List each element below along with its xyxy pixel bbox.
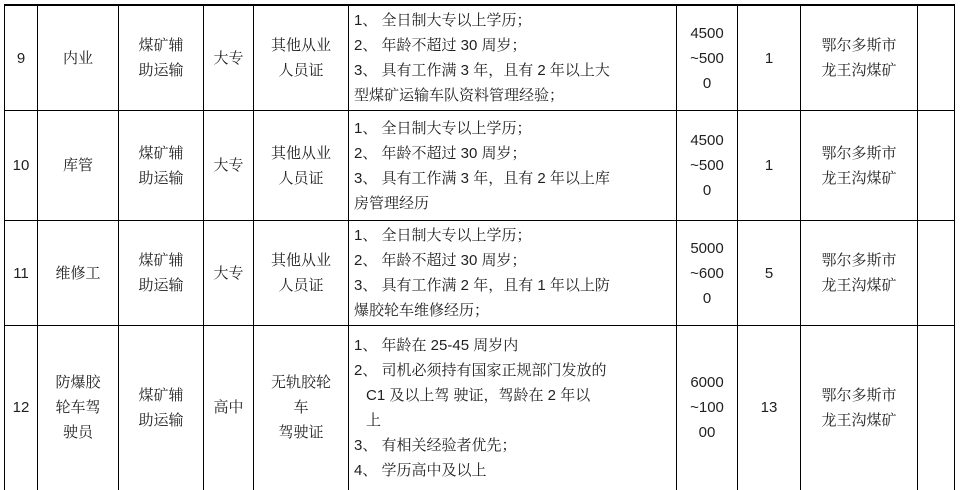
- cell-salary: [677, 5, 738, 111]
- cell-line: 助运输: [138, 411, 184, 429]
- cell-line: C1 及以上驾 驶证，驾龄在 2 年以: [366, 386, 591, 404]
- cell-line: 3、 具有工作满 2 年，且有 1 年以上防: [354, 277, 610, 294]
- cell-line: 鄂尔多斯市: [821, 386, 897, 404]
- cell-line: 煤矿辅: [138, 386, 184, 404]
- recruitment-table: [4, 4, 955, 490]
- cell-location: [801, 221, 918, 326]
- cell-department: [119, 111, 204, 221]
- cell-line: 1、 全日制大专以上学历；: [354, 227, 532, 244]
- cell-position: [38, 221, 119, 326]
- cell-line: 2、 司机必须持有国家正规部门发放的: [354, 361, 607, 379]
- cell-education: 大专: [204, 221, 254, 326]
- cell-line: 库管: [62, 157, 93, 174]
- cell-line: 鄂尔多斯市: [821, 252, 897, 269]
- cell-line: 3、 具有工作满 3 年，且有 2 年以上库: [354, 169, 610, 187]
- cell-certificate: [254, 5, 349, 111]
- cell-line: 房管理经历: [354, 194, 430, 212]
- cell-line: 型煤矿运输车队资料管理经验；: [354, 87, 565, 104]
- cell-line: 其他从业: [270, 144, 331, 162]
- cell-headcount: 1: [738, 5, 801, 111]
- cell-note: [918, 5, 955, 111]
- cell-seq: 10: [5, 111, 38, 221]
- cell-line: 1、 全日制大专以上学历；: [354, 12, 532, 29]
- cell-line: 鄂尔多斯市: [821, 144, 897, 162]
- cell-line: 3、 有相关经验者优先；: [354, 436, 517, 454]
- cell-certificate: [254, 221, 349, 326]
- cell-line: 上: [366, 411, 382, 429]
- cell-line: 煤矿辅: [138, 37, 184, 54]
- cell-salary: [677, 111, 738, 221]
- cell-note: [918, 221, 955, 326]
- cell-seq: 9: [5, 5, 38, 111]
- cell-headcount: 1: [738, 111, 801, 221]
- cell-line: 龙王沟煤矿: [821, 169, 897, 187]
- cell-line: 助运输: [138, 277, 184, 294]
- cell-headcount: 13: [738, 326, 801, 490]
- cell-line: 1、 年龄在 25-45 周岁内: [354, 336, 519, 354]
- table-body: [5, 5, 955, 490]
- cell-position: [38, 111, 119, 221]
- cell-headcount: 5: [738, 221, 801, 326]
- salary-range: 4500~5000: [690, 24, 724, 92]
- cell-line: 2、 年龄不超过 30 周岁；: [354, 144, 527, 162]
- cell-line: 龙王沟煤矿: [821, 62, 897, 79]
- cell-line: 驶员: [62, 424, 93, 442]
- cell-line: 维修工: [55, 264, 101, 282]
- salary-range: 6000~10000: [690, 374, 724, 442]
- cell-requirements: [349, 221, 677, 326]
- cell-line: 助运输: [138, 169, 184, 187]
- cell-education: 高中: [204, 326, 254, 490]
- cell-line: 轮车驾: [55, 399, 101, 417]
- cell-line: 无轨胶轮: [270, 374, 331, 392]
- cell-requirements: [349, 5, 677, 111]
- cell-line: 车: [293, 399, 309, 417]
- cell-salary: [677, 326, 738, 490]
- cell-position: [38, 5, 119, 111]
- table-row: [5, 5, 955, 111]
- cell-certificate: [254, 111, 349, 221]
- cell-line: 其他从业: [270, 252, 331, 269]
- cell-line: 2、 年龄不超过 30 周岁；: [354, 37, 527, 54]
- table-row: [5, 326, 955, 490]
- cell-education: 大专: [204, 111, 254, 221]
- table-row: [5, 221, 955, 326]
- cell-line: 鄂尔多斯市: [821, 37, 897, 54]
- cell-line: 爆胶轮车维修经历；: [354, 302, 490, 319]
- salary-range: 5000~6000: [690, 239, 724, 307]
- cell-note: [918, 111, 955, 221]
- cell-education: 大专: [204, 5, 254, 111]
- cell-line: 其他从业: [270, 37, 331, 54]
- cell-line: 2、 年龄不超过 30 周岁；: [354, 252, 527, 269]
- cell-line: 3、 具有工作满 3 年，且有 2 年以上大: [354, 62, 610, 79]
- cell-department: [119, 5, 204, 111]
- cell-seq: 12: [5, 326, 38, 490]
- cell-requirements: [349, 111, 677, 221]
- cell-salary: [677, 221, 738, 326]
- cell-certificate: [254, 326, 349, 490]
- cell-line: 龙王沟煤矿: [821, 277, 897, 294]
- table-row: [5, 111, 955, 221]
- salary-range: 4500~5000: [690, 132, 724, 199]
- cell-line: 助运输: [138, 62, 184, 79]
- cell-note: [918, 326, 955, 490]
- cell-position: [38, 326, 119, 490]
- cell-line: 防爆胶: [55, 374, 101, 392]
- cell-department: [119, 221, 204, 326]
- cell-line: 人员证: [278, 169, 324, 187]
- cell-seq: 11: [5, 221, 38, 326]
- cell-line: 内业: [62, 49, 93, 67]
- cell-line: 1、 全日制大专以上学历；: [354, 119, 532, 137]
- cell-line: 人员证: [278, 277, 324, 294]
- cell-location: [801, 326, 918, 490]
- cell-requirements: [349, 326, 677, 490]
- cell-line: 人员证: [278, 62, 324, 79]
- cell-line: 煤矿辅: [138, 252, 184, 269]
- cell-line: 4、 学历高中及以上: [354, 461, 487, 479]
- cell-line: 驾驶证: [278, 424, 324, 442]
- cell-location: [801, 5, 918, 111]
- cell-line: 煤矿辅: [138, 144, 184, 162]
- cell-department: [119, 326, 204, 490]
- cell-line: 龙王沟煤矿: [821, 411, 897, 429]
- cell-location: [801, 111, 918, 221]
